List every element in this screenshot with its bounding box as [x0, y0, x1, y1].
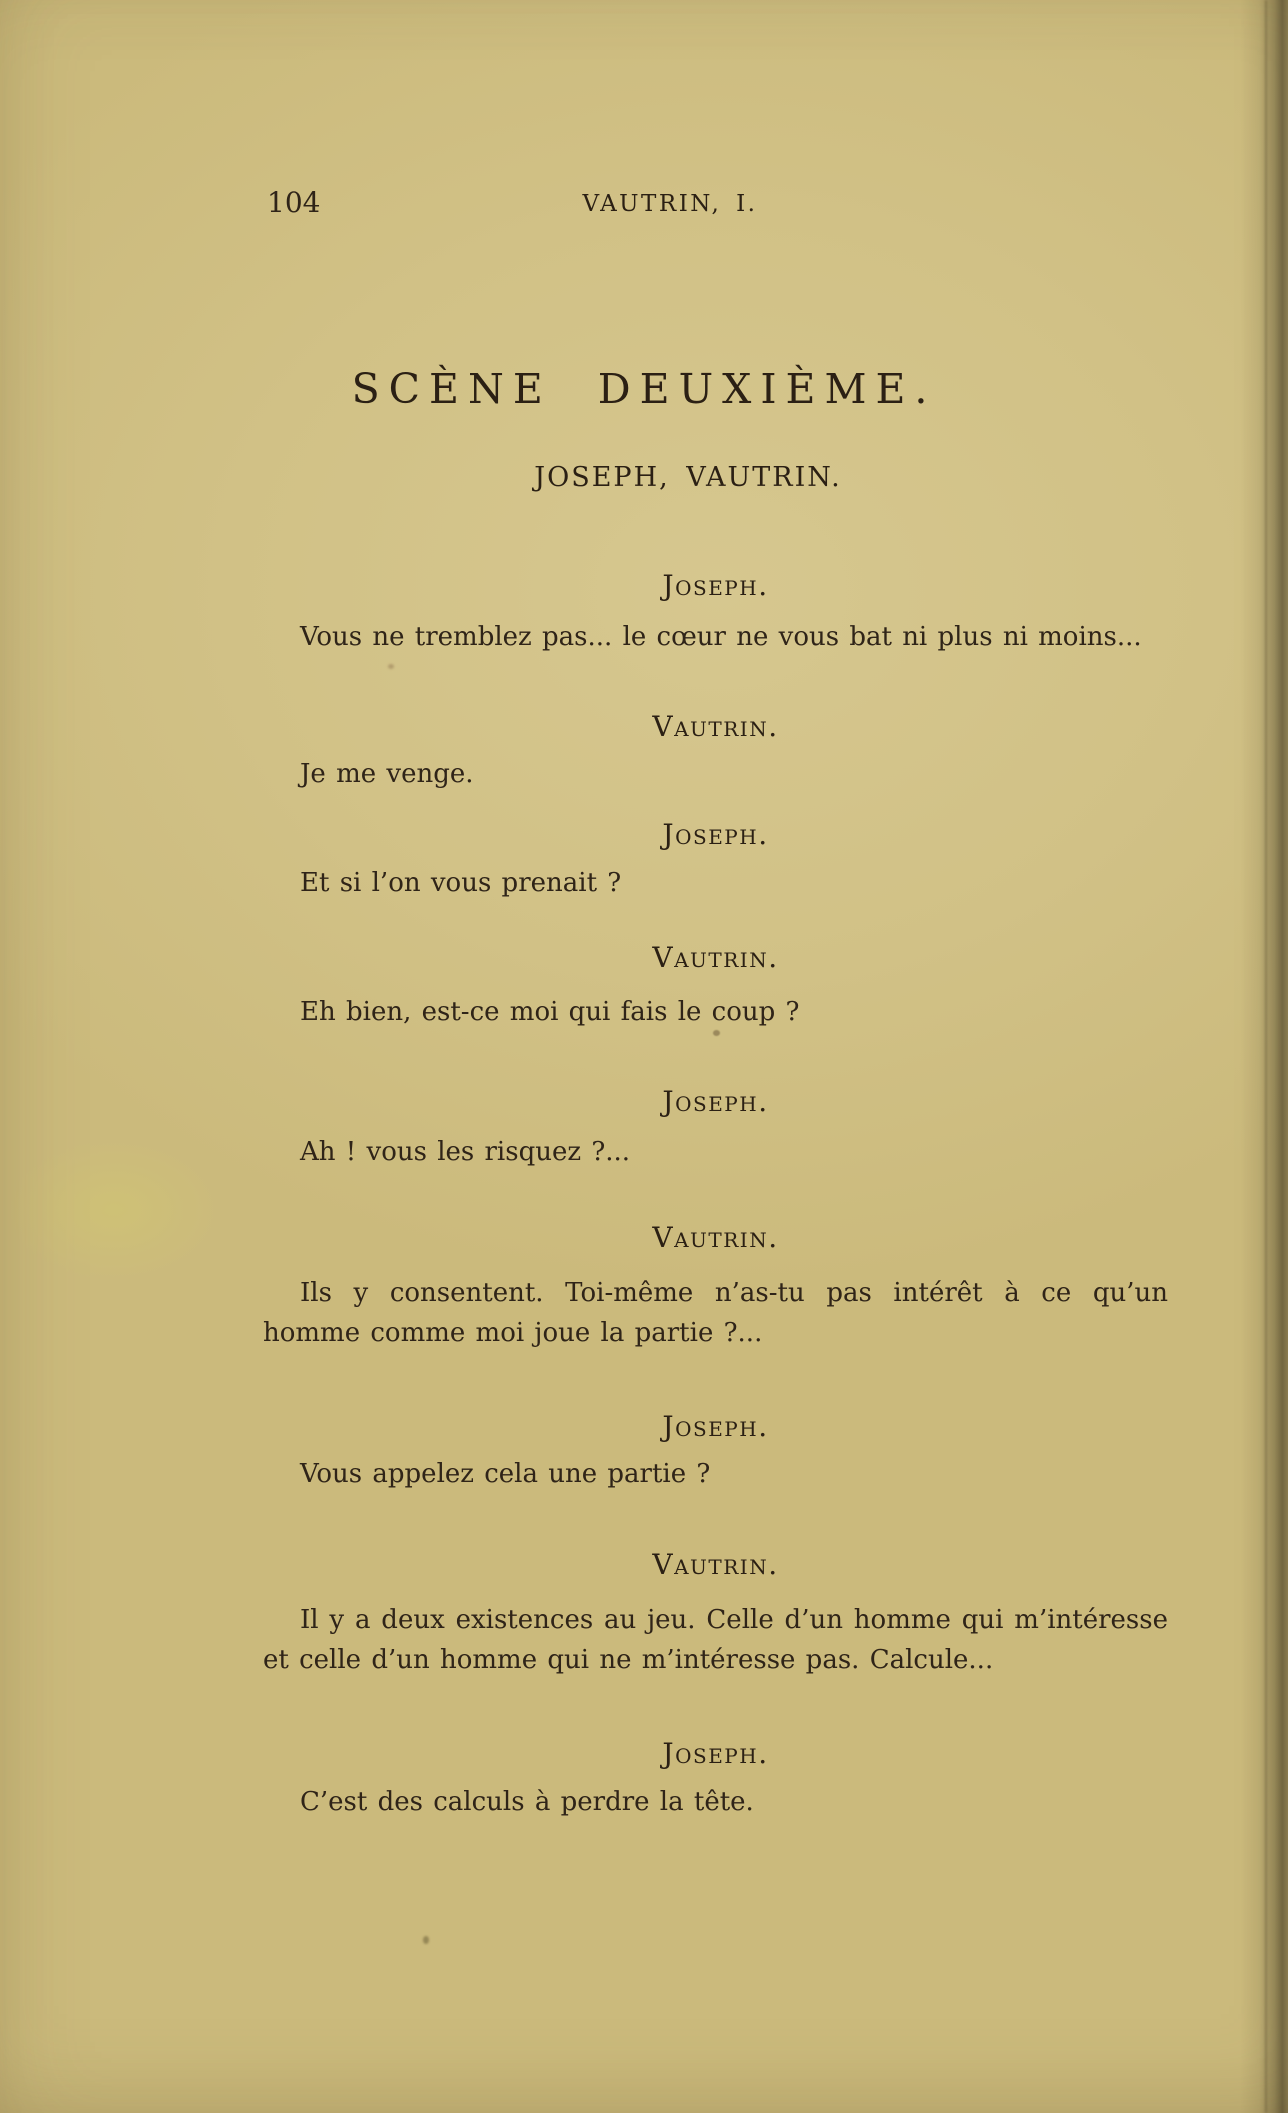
speaker-name: Joseph. — [662, 569, 769, 602]
speaker-name: Vautrin. — [652, 710, 779, 743]
characters-heading: JOSEPH, VAUTRIN. — [534, 462, 842, 493]
page-number: 104 — [267, 186, 321, 219]
dialogue-column — [263, 0, 1168, 2113]
page-edge-shadow — [1240, 0, 1288, 2113]
dialogue-line: Il y a deux existences au jeu. Celle d’un homme qui m’intéresse — [300, 1605, 1168, 1635]
dialogue-line: Vous appelez cela une partie ? — [300, 1459, 711, 1489]
running-title: VAUTRIN, I. — [582, 191, 758, 217]
dialogue-line: Ils y consentent. Toi-même n’as-tu pas intérêt à ce qu’un — [300, 1278, 1168, 1308]
dialogue-line: Ah ! vous les risquez ?... — [300, 1137, 631, 1167]
dialogue-line: Et si l’on vous prenait ? — [300, 868, 622, 898]
speaker-name: Vautrin. — [652, 941, 779, 974]
dialogue-line: C’est des calculs à perdre la tête. — [300, 1787, 754, 1817]
speaker-name: Joseph. — [662, 1085, 769, 1118]
dialogue-line: Eh bien, est-ce moi qui fais le coup ? — [300, 997, 800, 1027]
speaker-name: Vautrin. — [652, 1548, 779, 1581]
page-edge-line — [1265, 0, 1267, 2113]
speaker-name: Joseph. — [662, 1410, 769, 1443]
dialogue-line: et celle d’un homme qui ne m’intéresse pas. Calcule... — [263, 1645, 994, 1675]
dialogue-line: homme comme moi joue la partie ?... — [263, 1318, 763, 1348]
speaker-name: Vautrin. — [652, 1221, 779, 1254]
dialogue-line: Je me venge. — [300, 759, 474, 789]
speaker-name: Joseph. — [662, 818, 769, 851]
dialogue-line: Vous ne tremblez pas... le cœur ne vous bat ni plus ni moins... — [300, 622, 1142, 652]
scene-title: SCÈNE DEUXIÈME. — [351, 365, 937, 413]
speaker-name: Joseph. — [662, 1737, 769, 1770]
